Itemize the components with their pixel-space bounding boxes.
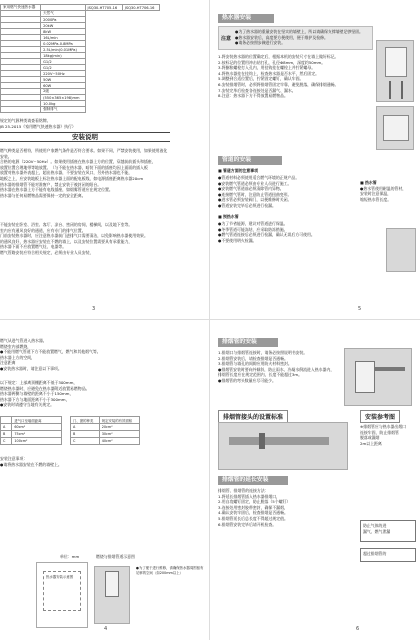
warning-label: 注意 xyxy=(221,36,232,42)
table-cell xyxy=(1,107,41,113)
install-steps xyxy=(218,54,366,99)
table-cell: C xyxy=(1,438,12,445)
text-line: 排烟管、排烟管的连接方法： xyxy=(218,488,269,493)
box-title: 排烟管接头的设置标准 xyxy=(218,410,288,423)
text-line: 热水器与任何易燃物品需要保持一定的安全距离。 xyxy=(0,192,86,198)
page-3 xyxy=(0,0,210,320)
table-cell: 规定安装的有效面积 xyxy=(99,417,139,424)
extension-text xyxy=(218,488,354,527)
text-line: 4.确认安装牢固后，检查排烟是否通畅。 xyxy=(218,510,288,516)
pipe-illustration xyxy=(386,228,416,272)
text-line: 3.连接处用密封胶带密封，确保不漏烟， xyxy=(218,504,288,510)
table-cell: 0.02MPa-0.8MPa xyxy=(41,41,85,47)
warning-line: ●为了热水器的重量安装在坚实的墙壁上，所以请确保支撑墙壁足够坚固。 xyxy=(235,29,363,34)
text-line: 门前安装热水器时，应注意热水器前门进排气口需要清洁，以免影响热水器使用效果。 xyxy=(0,233,148,239)
text-line: 5.排烟管延长后总长度不得超过规定值。 xyxy=(218,515,288,521)
install-note xyxy=(0,456,150,467)
spec-notes xyxy=(0,118,76,129)
reference-line: ※排烟管应与热水器出烟口 xyxy=(360,424,407,429)
flue-diagram xyxy=(94,566,130,624)
unit-label: 单位：mm xyxy=(60,554,80,559)
table-cell: 进气口至墙面距离 xyxy=(12,417,62,424)
preheat-notes xyxy=(218,221,378,243)
spec-note: 规定的气源种类请查看铭牌。 xyxy=(0,118,51,123)
table-cell: 60W xyxy=(41,83,85,89)
text-line: ●排烟管安装时要向外倾斜，防止雨水、冷凝水倒流进入热水器内， xyxy=(218,366,335,372)
text-line: 热水器在热水器上方不能有电线插座，如烟雾管道应在规定位置。 xyxy=(0,187,113,193)
warning-line: ●热水器安装后，高度要方便使用，便于维护及检修。 xyxy=(235,34,328,40)
table-cell: 2.5L/min(0.01MPa) xyxy=(41,47,85,53)
table-cell: 天然气 xyxy=(41,11,85,17)
box-title: 安装参考图 xyxy=(360,410,400,423)
section-header: 热水器安装 xyxy=(218,14,274,23)
text-line: 燃气种类是否相符，所使用户家燃气条件是否符合要求。如果不同，严禁安装使用，如果使用液化 xyxy=(0,148,168,153)
subsection-title: ■ 管道方面的注意事项 xyxy=(218,168,259,173)
flue-illustration xyxy=(344,348,412,406)
text-line: 燃烧室内部燃烧， xyxy=(0,343,32,349)
text-line: 不能安装在卧室、浴室、客厅、凉台、密闭的房间，楼梯间，以及地下室等。 xyxy=(0,222,133,227)
text-line: 的通风良好，热水器应安装在不燃的墙上，以及安装位置需要具有承重能力， xyxy=(0,238,133,244)
table-cell: 16L/min xyxy=(41,35,85,41)
text-line: 7.安装完毕后检查各连接处是否漏气、漏水。 xyxy=(218,87,296,93)
table-header-row xyxy=(71,417,140,424)
text-line: 6.安装排烟管时，必须将排烟管固定牢靠，避免脱落，确保排烟通畅。 xyxy=(218,81,339,87)
note-text: ●请将热水器安装在不燃的墙壁上。 xyxy=(0,461,62,467)
section-header: 排烟管的延长安装 xyxy=(218,476,288,485)
text-line: ●排烟管的弯头数量应尽可能少。 xyxy=(218,377,276,383)
section-header: 排烟管的安装 xyxy=(218,338,278,347)
text-line: ●管道安装完毕后必须进行检漏。 xyxy=(218,202,276,208)
table-row xyxy=(71,424,140,431)
note-line: 缩短热水管长度。 xyxy=(360,196,392,202)
page-number: 4 xyxy=(104,626,108,632)
text-line: 放置位置合理地带等地放置。（与不能在热水器，暗装下面的插座均因上面面的插入板 xyxy=(0,164,148,170)
text-line: 2.按标记的位置用冲击钻打孔，孔径Φ8mm，深度约50mm。 xyxy=(218,59,326,65)
note-label: 安装注意事项： xyxy=(0,456,28,461)
text-line: ●连接燃气管时，注意防止管道扭曲变形。 xyxy=(218,191,292,197)
vent-table-left xyxy=(0,416,62,445)
text-line: 燃气管路安装应符合相关规定，必须由专业人员安装， xyxy=(0,249,94,255)
text-line: ●不要使用明火检漏。 xyxy=(218,237,257,243)
table-row xyxy=(71,431,140,438)
table-row xyxy=(1,431,62,438)
reference-line: 2m以上距离 xyxy=(360,440,382,446)
page-6 xyxy=(210,320,420,640)
text-line: 热水器下方与地面距离不小于300mm， xyxy=(0,396,70,402)
text-line: 4.将热水器挂在挂钩上，检查热水器是否水平，然后固定。 xyxy=(218,70,319,76)
text-line: ●不能用燃气管道下方不能放置燃气，燃气和其他烟气等。 xyxy=(0,349,101,355)
table-cell: 强制排气 xyxy=(41,107,85,113)
table-cell: 20kW xyxy=(41,23,85,29)
text-line: ●燃气管道连接后必须进行检漏，确认无误后方可使用。 xyxy=(218,232,315,238)
table-cell: G1/2 xyxy=(41,59,85,65)
subsection-title: ■ 热水管 xyxy=(360,180,377,185)
table-cell: 2000Pa xyxy=(41,17,85,23)
text-line: 安装。 xyxy=(0,153,12,159)
table-cell: 10.0kg xyxy=(41,101,85,107)
note-line: 漏气、燃气泄漏 xyxy=(363,528,391,534)
section-title: 安装说明 xyxy=(72,133,98,141)
table-cell: 20cm² xyxy=(99,424,139,431)
note-line: 超过排烟管的 xyxy=(363,551,387,556)
text-line: 以下规定：上部离顶棚距离不低于300mm， xyxy=(0,380,78,385)
text-line: 放置对热水器外表超上，超出热水器，不要安装在风口，另外热水器也不能， xyxy=(0,170,133,176)
table-cell: A xyxy=(71,424,100,431)
table-cell: 40cm² xyxy=(99,438,139,445)
install-diagram xyxy=(36,562,206,628)
service-note: ●为了便于进行维修，请确保热水器周围留有足够的空间（如200mm以上） xyxy=(136,566,204,575)
vent-table-right xyxy=(70,416,140,445)
text-line: 1.将延长排烟管插入热水器排烟口， xyxy=(218,493,281,499)
spec-note: JB 25-2015《家用燃气快速热水器》执行） xyxy=(0,123,76,129)
pipe-notes xyxy=(218,175,358,209)
table-row xyxy=(1,438,62,445)
section-title-box xyxy=(0,132,170,142)
table-cell: JSQ30-HT705-16 xyxy=(85,5,122,11)
text-line: ●为了节省能源，建议对管道进行保温。 xyxy=(218,221,288,226)
note-line: 安装时注意保温， xyxy=(360,191,392,197)
table-cell: 100cm² xyxy=(12,438,62,445)
text-line: 8.注意：热水器下方不得放置易燃物品。 xyxy=(218,93,288,99)
table-cell: 门、窗的种类 xyxy=(71,417,100,424)
table-cell: 75cm² xyxy=(12,431,62,438)
page-number: 5 xyxy=(358,306,362,312)
table-cell: A xyxy=(1,424,12,431)
hot-water-notes xyxy=(360,180,416,202)
text-line: 室内应有通风良好的通道，应有专门的排气位置。 xyxy=(0,227,86,233)
text-line: 1.排烟口与排烟管连接时，请务必按照说明书安装。 xyxy=(218,350,308,355)
table-cell: JSQ30-HT706-16 xyxy=(122,5,159,11)
body-text-mid xyxy=(0,380,150,408)
text-line: ●冬季管道可能冻结，应采取防冻措施。 xyxy=(218,226,288,232)
table-cell: 220V~50Hz xyxy=(41,71,85,77)
body-text-top xyxy=(0,338,150,372)
table-cell: 2级 xyxy=(41,89,85,95)
page-number: 6 xyxy=(356,626,360,632)
table-row xyxy=(1,107,160,113)
ext-note-box xyxy=(360,548,416,562)
text-line: 合格的电源（220V~50Hz）。如果使用插座在热水器上方的位置，穿越前前插头和插座， xyxy=(0,159,156,165)
page-number: 3 xyxy=(92,306,96,312)
table-cell: 家用燃气快速热水器 xyxy=(1,5,41,11)
table-cell: 8kW xyxy=(41,29,85,35)
joint-illustration xyxy=(218,422,348,470)
text-line: 排烟管长度应在规定范围内，长度不能超过3m。 xyxy=(218,372,303,378)
table-cell: (550×365×198)mm xyxy=(41,95,85,101)
text-line: 2.排烟管安装后，请检查排烟是否通畅。 xyxy=(218,355,288,361)
page-4 xyxy=(0,320,210,640)
diagram-caption: 热水器安装示意图 xyxy=(43,571,81,611)
heater-illustration xyxy=(376,40,414,102)
ext-note-box xyxy=(360,520,416,542)
text-line: 注意距离 xyxy=(0,360,16,366)
warning-box xyxy=(218,26,373,50)
table-cell: 50W xyxy=(41,77,85,83)
text-line: 热水器下面不应放置燃气灶、电器等。 xyxy=(0,244,67,250)
text-line: 热水器两侧与墙壁的距离不小于150mm， xyxy=(0,391,74,397)
reference-notes xyxy=(360,424,416,446)
body-text-1 xyxy=(0,148,200,198)
spec-table xyxy=(0,4,160,113)
table-cell: C xyxy=(71,438,100,445)
text-line: ●安装热水器时，请注意以下事项。 xyxy=(0,365,62,371)
text-line: ●安装燃气管道必须由专业人员进行施工。 xyxy=(218,180,292,186)
table-cell: 60cm² xyxy=(12,424,62,431)
text-line: 5.调整到合适位置后，拧紧固定螺钉，确认牢固。 xyxy=(218,76,304,82)
table-row xyxy=(1,424,62,431)
text-line: ●安装燃气管道前必须清除管内异物。 xyxy=(218,186,284,192)
text-line: ●进水管必须安装阀门，以便维修时关闭。 xyxy=(218,197,292,203)
table-cell: G1/2 xyxy=(41,65,85,71)
text-line: 燃气从进气管进入热水器。 xyxy=(0,338,47,343)
diagram-label: 燃烧与排烟管道示意图 xyxy=(96,554,135,559)
reference-line: 连接牢固，防止排烟管 xyxy=(360,429,399,435)
table-cell: 18kg(min) xyxy=(41,53,85,59)
table-header-row xyxy=(1,417,62,424)
text-line: 热水器的排烟管不能对准窗户，禁止安装于被封闭的阳台。 xyxy=(0,181,102,187)
page-5 xyxy=(210,0,420,320)
text-line: 地板之上，应安装地板上标注热水器上面的配电板线，如电源插座距离热水器20cm xyxy=(0,175,144,181)
text-line: 3.排烟管与墙孔的间隙应用防火材料密封。 xyxy=(218,361,292,367)
warning-line: ●请务必按照步骤进行安装。 xyxy=(235,40,286,46)
text-line: ●安装时请遵守当地有关规定。 xyxy=(0,402,54,408)
text-line: 燃烧热水器时，应避免在热水器附近放置易燃物品。 xyxy=(0,385,90,391)
text-line: 2.用自攻螺钉固定，防止脱落（5个螺钉） xyxy=(218,499,291,505)
subsection-title: ■ 预热水管 xyxy=(218,214,239,219)
note-line: 防止气体的进 xyxy=(363,523,387,528)
text-line: 3.将膨胀螺栓打入孔内，用挂钩挂在螺栓上并拧紧螺母。 xyxy=(218,65,316,71)
wall-mount-illustration xyxy=(376,106,414,150)
text-line: 1.将安装热水器的位置确定后，根据本机的安装尺寸在墙上做好标记。 xyxy=(218,54,339,59)
flue-install-text xyxy=(218,350,338,384)
text-line: 热水器上方的空间， xyxy=(0,354,36,360)
table-row xyxy=(71,438,140,445)
section-header: 管道的安装 xyxy=(218,156,282,165)
body-text-2 xyxy=(0,222,200,256)
reference-line: 脱落或漏烟 xyxy=(360,435,380,441)
text-line: ●管道材料必须使用适合燃气环境的正规产品。 xyxy=(218,175,300,180)
text-line: 6.排烟管安装完毕后请开机检查。 xyxy=(218,521,277,527)
table-cell: 30cm² xyxy=(99,431,139,438)
table-cell xyxy=(1,417,12,424)
table-cell: B xyxy=(71,431,100,438)
table-cell: B xyxy=(1,431,12,438)
note-line: ●热水管使用耐温的管材， xyxy=(360,185,407,191)
